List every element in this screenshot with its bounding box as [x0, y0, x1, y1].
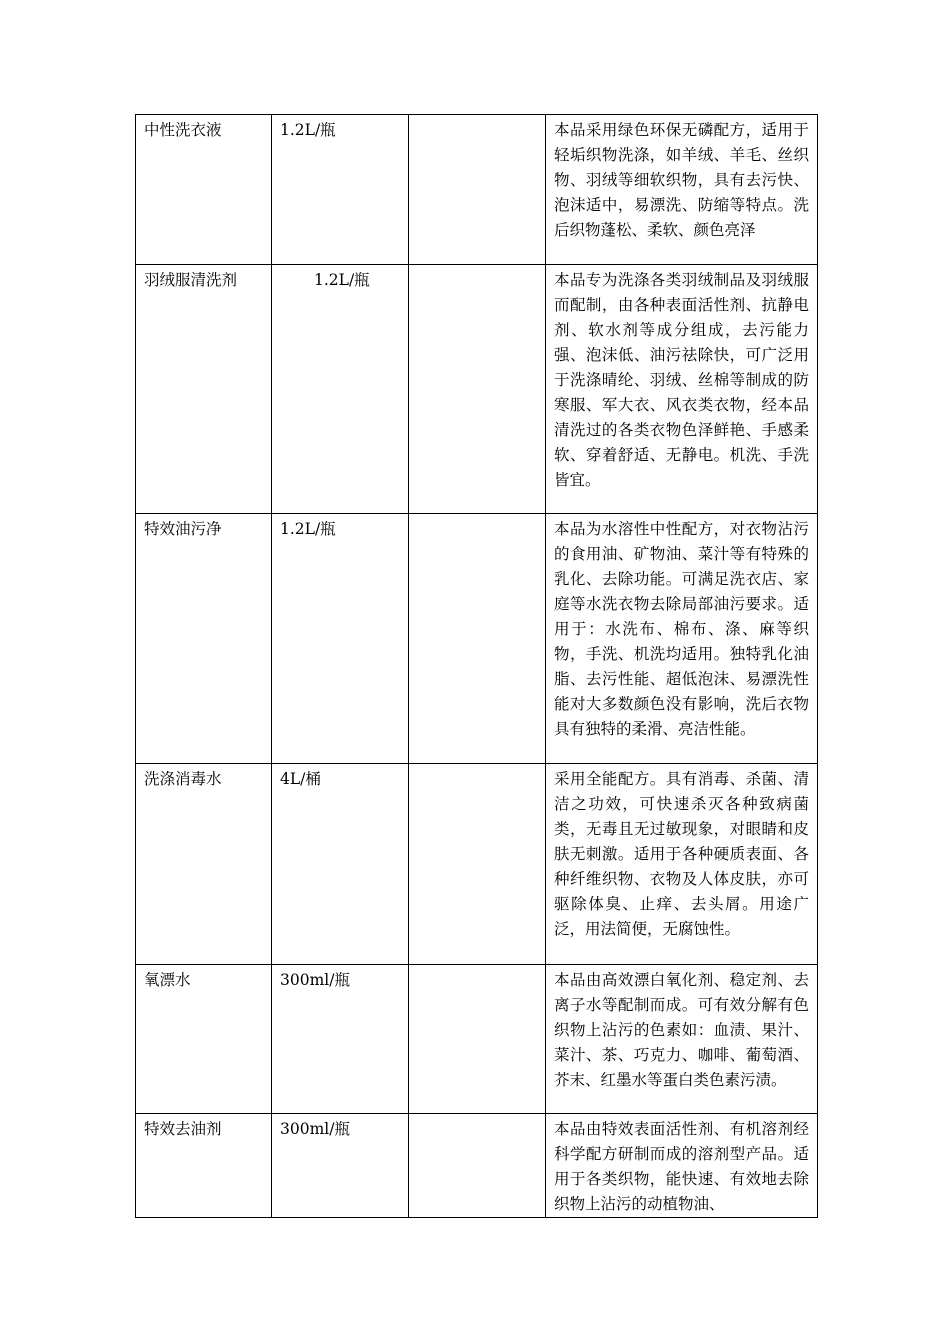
product-spec: 300ml/瓶 — [272, 965, 409, 1114]
empty-cell — [409, 1114, 546, 1218]
empty-cell — [409, 514, 546, 764]
empty-cell — [409, 764, 546, 965]
product-spec: 300ml/瓶 — [272, 1114, 409, 1218]
table-row — [136, 1114, 818, 1218]
table-row — [136, 265, 818, 514]
product-spec: 4L/桶 — [272, 764, 409, 965]
table-row — [136, 514, 818, 764]
product-name: 氧漂水 — [136, 965, 272, 1114]
product-description: 本品专为洗涤各类羽绒制品及羽绒服而配制，由各种表面活性剂、抗静电剂、软水剂等成分组成，去污能力强、泡沫低、油污祛除快，可广泛用于洗涤晴纶、羽绒、丝棉等制成的防寒服、军大衣、风衣类衣物，经本品清洗过的各类衣物色泽鲜艳、手感柔软、穿着舒适、无静电。机洗、手洗皆宜。 — [546, 265, 818, 514]
table-row — [136, 965, 818, 1114]
product-description: 本品为水溶性中性配方，对衣物沾污的食用油、矿物油、菜汁等有特殊的乳化、去除功能。可满足洗衣店、家庭等水洗衣物去除局部油污要求。适用于：水洗布、棉布、涤、麻等织物，手洗、机洗均适用。独特乳化油脂、去污性能、超低泡沫、易漂洗性能对大多数颜色没有影响，洗后衣物具有独特的柔滑、亮洁性能。 — [546, 514, 818, 764]
table-row — [136, 115, 818, 265]
product-name: 羽绒服清洗剂 — [136, 265, 272, 514]
product-spec: 1.2L/瓶 — [272, 265, 409, 514]
table-row — [136, 764, 818, 965]
product-description: 本品由高效漂白氧化剂、稳定剂、去离子水等配制而成。可有效分解有色织物上沾污的色素如：血渍、果汁、菜汁、茶、巧克力、咖啡、葡萄酒、芥末、红墨水等蛋白类色素污渍。 — [546, 965, 818, 1114]
product-spec: 1.2L/瓶 — [272, 115, 409, 265]
product-name: 中性洗衣液 — [136, 115, 272, 265]
empty-cell — [409, 265, 546, 514]
product-name: 洗涤消毒水 — [136, 764, 272, 965]
product-description: 本品采用绿色环保无磷配方，适用于轻垢织物洗涤，如羊绒、羊毛、丝织物、羽绒等细软织物，具有去污快、泡沫适中，易漂洗、防缩等特点。洗后织物蓬松、柔软、颜色亮泽 — [546, 115, 818, 265]
empty-cell — [409, 965, 546, 1114]
product-description: 采用全能配方。具有消毒、杀菌、清洁之功效，可快速杀灭各种致病菌类，无毒且无过敏现象，对眼睛和皮肤无刺激。适用于各种硬质表面、各种纤维织物、衣物及人体皮肤，亦可驱除体臭、止痒、去头屑。用途广泛，用法简便，无腐蚀性。 — [546, 764, 818, 965]
product-spec: 1.2L/瓶 — [272, 514, 409, 764]
product-description: 本品由特效表面活性剂、有机溶剂经科学配方研制而成的溶剂型产品。适用于各类织物，能快速、有效地去除织物上沾污的动植物油、 — [546, 1114, 818, 1218]
empty-cell — [409, 115, 546, 265]
product-name: 特效去油剂 — [136, 1114, 272, 1218]
product-table — [135, 114, 818, 1218]
product-name: 特效油污净 — [136, 514, 272, 764]
